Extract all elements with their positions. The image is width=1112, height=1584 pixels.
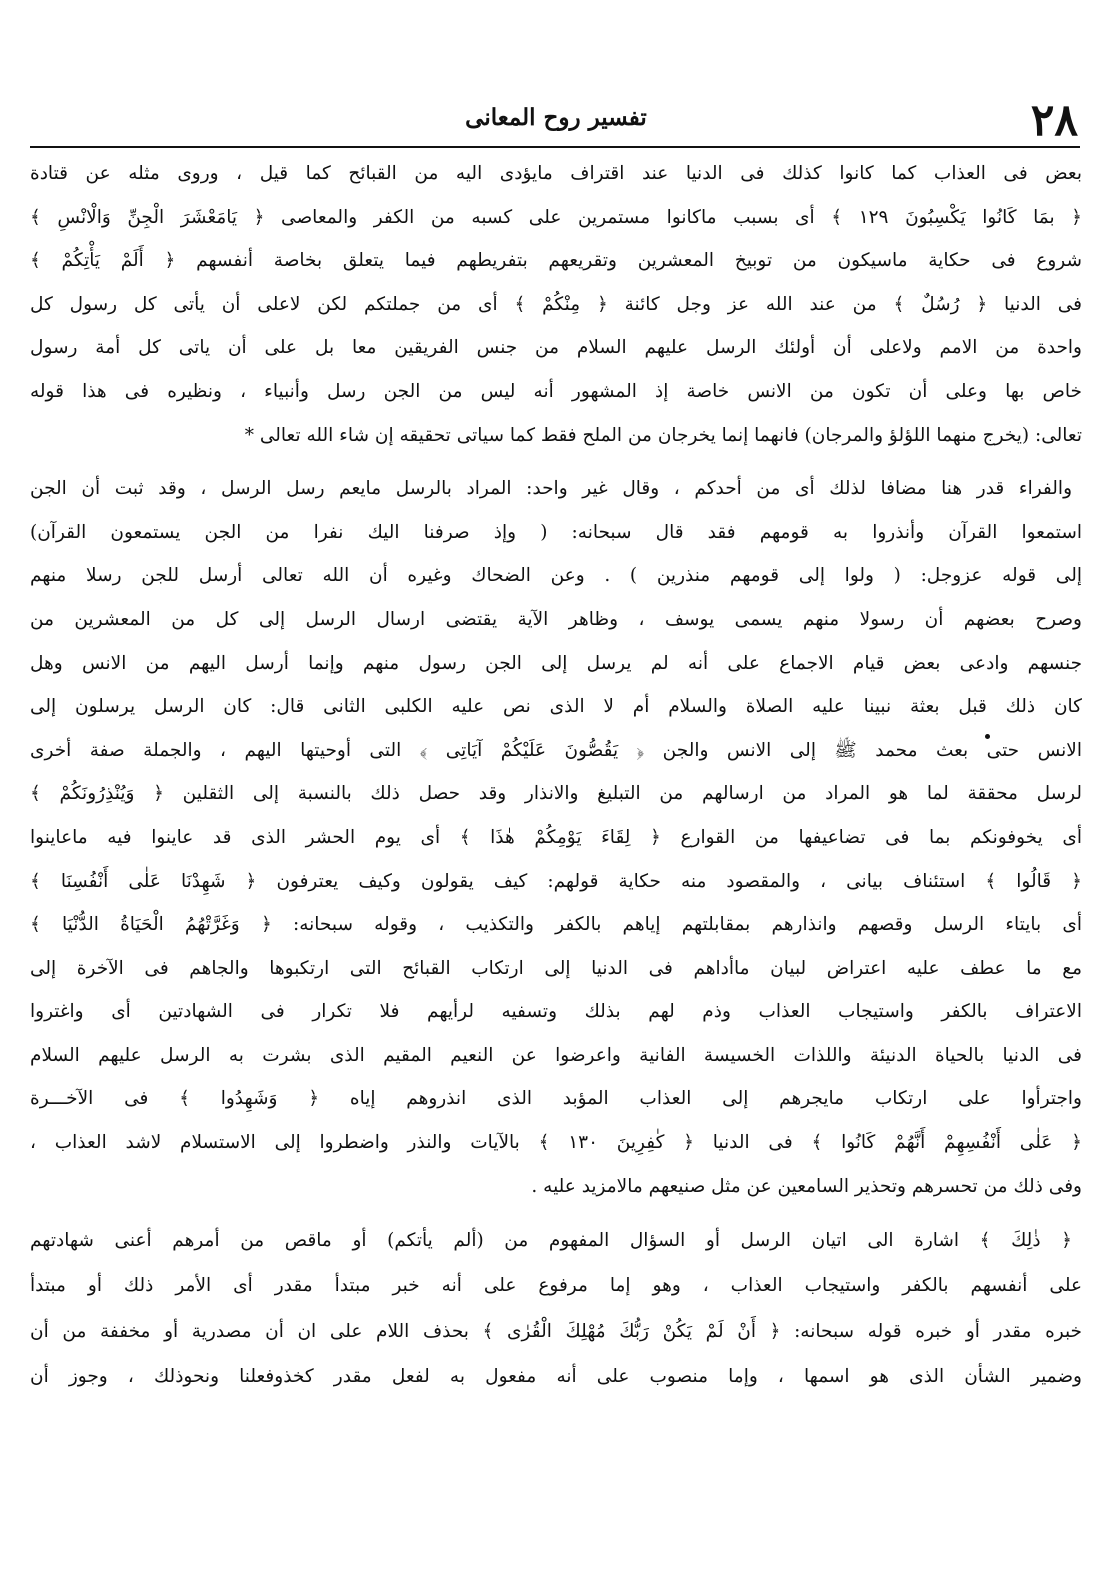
text-line: فى الدنيا بالحياة الدنيئة واللذات الخسيسة الفانية واعرضوا عن النعيم المقيم الذى بشرت به الرسل عليهم السلام [30, 1044, 1082, 1066]
stray-mark [985, 734, 990, 739]
page-number: ٢٨ [1030, 95, 1078, 146]
text-line: لرسل محققة لما هو المراد من ارسالهم من التبليغ والانذار وقد حصل ذلك بالنسبة إلى الثقلين ﴿ وَيُنْذِرُونَكُمْ ﴾ [30, 783, 1082, 805]
page-header [30, 96, 1082, 146]
text-line: مع ما عطف عليه اعتراض لبيان ماأداهم فى الدنيا إلى ارتكاب القبائح التى ارتكبوها والجاهم فى الآخرة إلى [30, 957, 1082, 979]
text-line: والفراء قدر هنا مضافا لذلك أى من أحدكم ، وقال غير واحد: المراد بالرسل مايعم رسل الرسل ، وقد ثبت أن الجن [30, 478, 1072, 500]
text-line: أى بايتاء الرسل وقصهم وانذارهم بمقابلتهم إياهم بالكفر والتكذيب ، وقوله سبحانه: ﴿ وَغَرَّتْهُمُ الْحَيَاةُ الدُّنْيَا ﴾ [30, 914, 1082, 936]
text-line: ﴿ عَلٰى أَنْفُسِهِمْ أَنَّهُمْ كَانُوا ﴾ فى الدنيا ﴿ كٰفِرِينَ ١٣٠ ﴾ بالآيات والنذر واضطروا إلى الاستسلام لاشد العذاب ، [30, 1132, 1082, 1154]
text-line: واحدة من الامم ولاعلى أن أولئك الرسل عليهم السلام من جنس الفريقين معا بل على أن ياتى كل أمة رسول [30, 337, 1082, 359]
text-line: شروع فى حكاية ماسيكون من توبيخ المعشرين وتقريعهم بتفريطهم فيما يتعلق بخاصة أنفسهم ﴿ أَلَمْ يَأْتِكُمْ ﴾ [30, 250, 1082, 272]
text-line: جنسهم وادعى بعض قيام الاجماع على أنه لم يرسل إلى الجن رسول منهم وإنما أرسل اليهم من الانس وهل [30, 652, 1082, 674]
text-line: الاعتراف بالكفر واستيجاب العذاب وذم لهم بذلك وتسفيه لرأيهم فلا تكرار فى الشهادتين أى واغتروا [30, 1001, 1082, 1023]
text-line: إلى قوله عزوجل: ( ولوا إلى قومهم منذرين ) . وعن الضحاك وغيره أن الله تعالى أرسل للجن رسلا منهم [30, 565, 1082, 587]
paragraph [30, 152, 1082, 457]
text-line: ﴿ ذٰلِكَ ﴾ اشارة الى اتيان الرسل أو السؤال المفهوم من (ألم يأتكم) أو ماقص من أمرهم أعنى شهادتهم [30, 1230, 1072, 1252]
text-line: ﴿ قَالُوا ﴾ استئناف بيانى ، والمقصود منه حكاية قولهم: كيف يقولون وكيف يعترفون ﴿ شَهِدْنَا عَلٰى أَنْفُسِنَا ﴾ [30, 870, 1082, 892]
paragraph [30, 1218, 1082, 1399]
body-text [30, 152, 1082, 1399]
text-line: خبره مقدر أو خبره قوله سبحانه: ﴿ أَنْ لَمْ يَكُنْ رَبُّكَ مُهْلِكَ الْقُرٰى ﴾ بحذف اللام على ان أن مصدرية أو مخففة من أن [30, 1320, 1082, 1342]
text-line: على أنفسهم بالكفر واستيجاب العذاب ، وهو إما مرفوع على أنه خبر مبتدأ مقدر أى الأمر ذلك أو مبتدأ [30, 1275, 1082, 1297]
text-line: وصرح بعضهم أن رسولا منهم يسمى يوسف ، وظاهر الآية يقتضى ارسال الرسل إلى كل من المعشرين من [30, 608, 1082, 630]
text-line: فى الدنيا ﴿ رُسُلٌ ﴾ من عند الله عز وجل كائنة ﴿ مِنْكُمْ ﴾ أى من جملتكم لكن لاعلى أن يأتى كل رسول كل [30, 293, 1082, 315]
header-rule [30, 146, 1080, 148]
text-line: تعالى: (يخرج منهما اللؤلؤ والمرجان) فانهما إنما يخرجان من الملح فقط كما سياتى تحقيقه إن شاء الله تعالى * [244, 424, 1082, 446]
paragraph-gap [30, 457, 1082, 467]
text-line: الانس حتى بعث محمد ﷺ إلى الانس والجن ﴿ يَقُصُّونَ عَلَيْكُمْ آيَاتِى ﴾ التى أوحيتها اليهم ، والجملة صفة أخرى [30, 739, 1082, 761]
text-line: أى يخوفونكم بما فى تضاعيفها من القوارع ﴿ لِقَاءَ يَوْمِكُمْ هٰذَا ﴾ أى يوم الحشر الذى قد عاينوا فيه ماعاينوا [30, 826, 1082, 848]
paragraph [30, 467, 1082, 1208]
text-line: وضمير الشأن الذى هو اسمها ، وإما منصوب على أنه مفعول به لفعل مقدر كخذوفعلنا ونحوذلك ، وجوز أن [30, 1365, 1082, 1387]
text-line: وفى ذلك من تحسرهم وتحذير السامعين عن مثل صنيعهم مالامزيد عليه . [531, 1175, 1082, 1197]
text-line: واجترأوا على ارتكاب مايجرهم إلى العذاب المؤبد الذى انذروهم إياه ﴿ وَشَهِدُوا ﴾ فى الآخـــرة [30, 1088, 1082, 1110]
text-line: بعض فى العذاب كما كانوا كذلك فى الدنيا عند اقتراف مايؤدى اليه من القبائح كما قيل ، وروى مثله عن قتادة [30, 163, 1082, 184]
text-line: استمعوا القرآن وأنذروا به قومهم فقد قال سبحانه: ( وإذ صرفنا اليك نفرا من الجن يستمعون القرآن) [30, 521, 1082, 543]
page-title: تفسير روح المعانى [465, 104, 647, 131]
paragraph-gap [30, 1208, 1082, 1218]
text-line: كان ذلك قبل بعثة نبينا عليه الصلاة والسلام أم لا الذى نص عليه الكلبى الثانى قال: كان الرسل يرسلون إلى [30, 696, 1082, 718]
text-line: خاص بها وعلى أن تكون من الانس خاصة إذ المشهور أنه ليس من الجن رسل وأنبياء ، ونظيره فى هذا قوله [30, 380, 1082, 402]
text-line: ﴿ بمَا كَانُوا يَكْسِبُونَ ١٢٩ ﴾ أى بسبب ماكانوا مستمرين على كسبه من الكفر والمعاصى ﴿ يَامَعْشَرَ الْجِنِّ وَالْانْسِ ﴾ [30, 206, 1082, 228]
